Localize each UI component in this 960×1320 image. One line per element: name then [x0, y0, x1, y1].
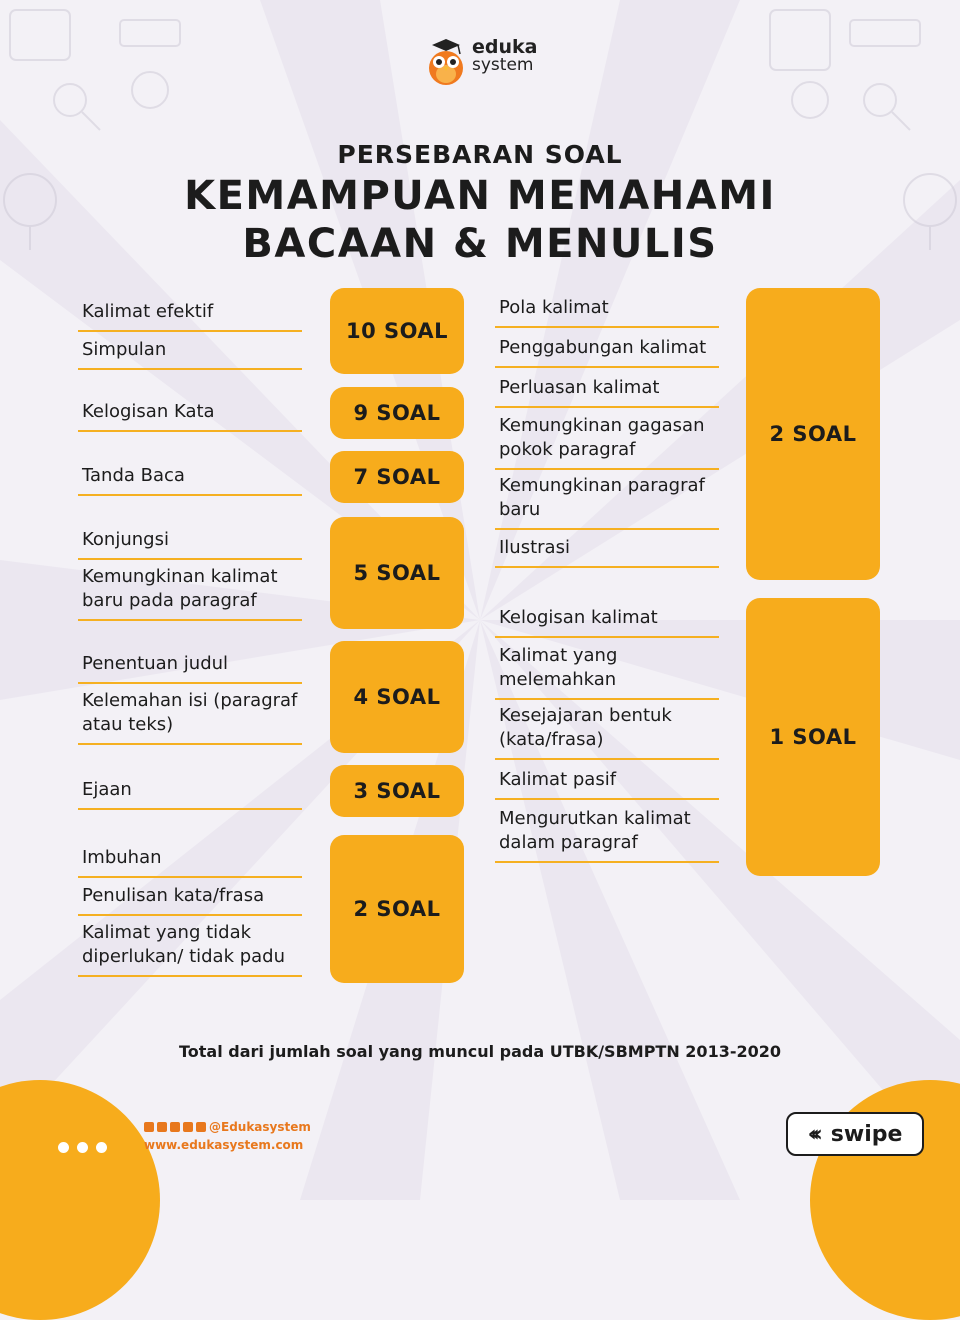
dot-icon: [96, 1142, 107, 1153]
soal-count-badge: 1 SOAL: [746, 598, 880, 876]
swipe-button[interactable]: [786, 1112, 924, 1156]
soal-count-badge: 5 SOAL: [330, 517, 464, 629]
topic-item: Konjungsi: [78, 522, 302, 560]
topic-item: Penulisan kata/frasa: [78, 878, 302, 916]
topic-item: Kalimat pasif: [495, 760, 719, 800]
topic-item: Kelemahan isi (paragraf atau teks): [78, 684, 302, 745]
soal-count-badge: 4 SOAL: [330, 641, 464, 753]
topic-item: Kalimat yang melemahkan: [495, 638, 719, 700]
dot-icon: [77, 1142, 88, 1153]
topic-item: Penggabungan kalimat: [495, 328, 719, 368]
linkedin-icon[interactable]: [196, 1122, 206, 1132]
brand-name: eduka: [472, 36, 538, 58]
topic-item: Kalimat efektif: [78, 292, 302, 332]
soal-count-badge: 2 SOAL: [330, 835, 464, 983]
topic-item: Pola kalimat: [495, 290, 719, 328]
topic-item: Mengurutkan kalimat dalam paragraf: [495, 800, 719, 863]
topic-item: Kemungkinan gagasan pokok paragraf: [495, 408, 719, 470]
page-title: [0, 172, 960, 268]
topic-item: Kelogisan kalimat: [495, 598, 719, 638]
topic-item: Imbuhan: [78, 840, 302, 878]
page-subtitle: PERSEBARAN SOAL: [337, 140, 623, 169]
dot-icon: [58, 1142, 69, 1153]
topic-item: Kalimat yang tidak diperlukan/ tidak padu: [78, 916, 302, 977]
social-handle[interactable]: @Edukasystem: [209, 1120, 311, 1134]
topic-item: Simpulan: [78, 332, 302, 370]
owl-mascot-icon: [424, 36, 468, 86]
website-link[interactable]: www.edukasystem.com: [144, 1138, 304, 1152]
page-title-line2: BACAAN & MENULIS: [242, 221, 718, 267]
soal-count-badge: 7 SOAL: [330, 451, 464, 503]
topic-item: Perluasan kalimat: [495, 368, 719, 408]
facebook-icon[interactable]: [157, 1122, 167, 1132]
topic-item: Tanda Baca: [78, 456, 302, 496]
swipe-label: swipe: [830, 1121, 903, 1147]
youtube-icon[interactable]: [170, 1122, 180, 1132]
topic-item: Penentuan judul: [78, 646, 302, 684]
chevrons-left-icon: ‹‹‹: [807, 1121, 817, 1147]
soal-count-badge: 2 SOAL: [746, 288, 880, 580]
topic-item: Kemungkinan paragraf baru: [495, 470, 719, 530]
brand-subname: system: [472, 55, 534, 75]
topic-item: Kemungkinan kalimat baru pada paragraf: [78, 560, 302, 621]
social-links: [144, 1120, 311, 1152]
twitter-icon[interactable]: [183, 1122, 193, 1132]
page-title-line1: KEMAMPUAN MEMAHAMI: [184, 173, 776, 219]
soal-count-badge: 3 SOAL: [330, 765, 464, 817]
soal-count-badge: 9 SOAL: [330, 387, 464, 439]
more-options-button[interactable]: [40, 1122, 124, 1172]
topic-item: Ilustrasi: [495, 530, 719, 568]
topic-item: Ejaan: [78, 770, 302, 810]
brand-logo: [424, 36, 564, 86]
soal-count-badge: 10 SOAL: [330, 288, 464, 374]
topic-item: Kesejajaran bentuk (kata/frasa): [495, 700, 719, 760]
topic-item: Kelogisan Kata: [78, 392, 302, 432]
footer-note: Total dari jumlah soal yang muncul pada UTBK/SBMPTN 2013-2020: [178, 1042, 781, 1061]
instagram-icon[interactable]: [144, 1122, 154, 1132]
